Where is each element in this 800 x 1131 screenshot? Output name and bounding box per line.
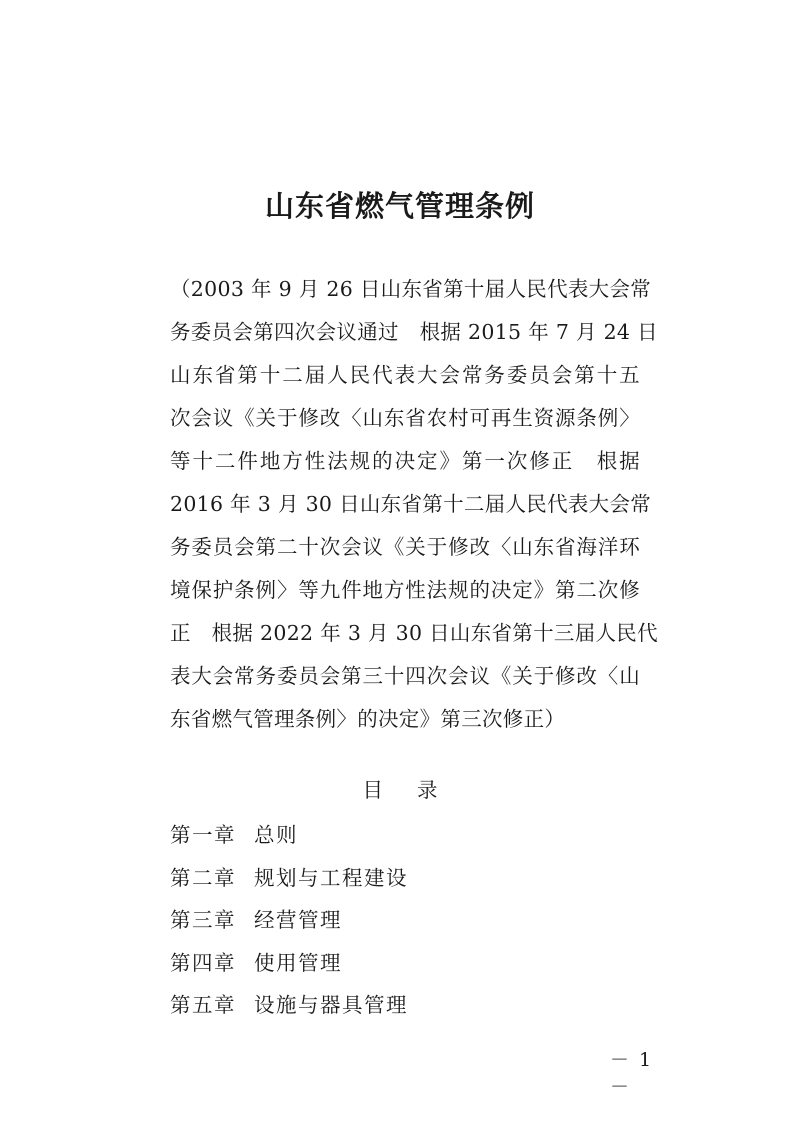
preamble-line: 2016 年 3 月 30 日山东省第十二届人民代表大会常 (170, 492, 652, 516)
toc-chapter-title: 经营管理 (254, 908, 342, 932)
preamble-line: 次会议《关于修改〈山东省农村可再生资源条例〉 (170, 406, 640, 430)
toc-heading (0, 773, 800, 803)
document-title: 山东省燃气管理条例 (264, 189, 535, 223)
toc-chapter-title: 设施与器具管理 (254, 993, 408, 1017)
toc-chapter-number: 第三章 (170, 908, 236, 932)
toc-chapter-title: 规划与工程建设 (254, 865, 408, 890)
toc-chapter-number: 第二章 (170, 865, 236, 890)
preamble-line: （2003 年 9 月 26 日山东省第十届人民代表大会常 (170, 277, 652, 301)
toc-chapter-title: 总则 (254, 823, 298, 847)
preamble-line: 山东省第十二届人民代表大会常务委员会第十五 (170, 363, 640, 387)
page-number: － 1 － (610, 1049, 654, 1098)
toc-heading-char: 目 (362, 778, 383, 802)
toc-entry-chapter-2 (170, 857, 640, 900)
preamble-line: 东省燃气管理条例〉的决定》第三次修正） (170, 707, 566, 731)
preamble-line: 表大会常务委员会第三十四次会议《关于修改〈山 (170, 664, 640, 688)
preamble-line: 境保护条例〉等九件地方性法规的决定》第二次修 (170, 578, 640, 602)
toc-entry-chapter-1 (170, 814, 640, 857)
toc-chapter-number: 第四章 (170, 950, 236, 975)
toc-chapter-title: 使用管理 (254, 950, 342, 975)
toc-entry-chapter-5 (170, 984, 640, 1027)
preamble-line: 等十二件地方性法规的决定》第一次修正 根据 (170, 449, 640, 473)
table-of-contents (170, 814, 640, 1027)
preamble (170, 268, 658, 741)
preamble-line: 务委员会第四次会议通过 根据 2015 年 7 月 24 日 (170, 320, 658, 344)
preamble-line: 正 根据 2022 年 3 月 30 日山东省第十三届人民代 (170, 621, 658, 645)
toc-chapter-number: 第五章 (170, 993, 236, 1017)
toc-entry-chapter-3 (170, 899, 640, 942)
preamble-line: 务委员会第二十次会议《关于修改〈山东省海洋环 (170, 535, 640, 559)
toc-chapter-number: 第一章 (170, 823, 236, 847)
toc-entry-chapter-4 (170, 942, 640, 985)
toc-heading-char: 录 (417, 778, 438, 802)
